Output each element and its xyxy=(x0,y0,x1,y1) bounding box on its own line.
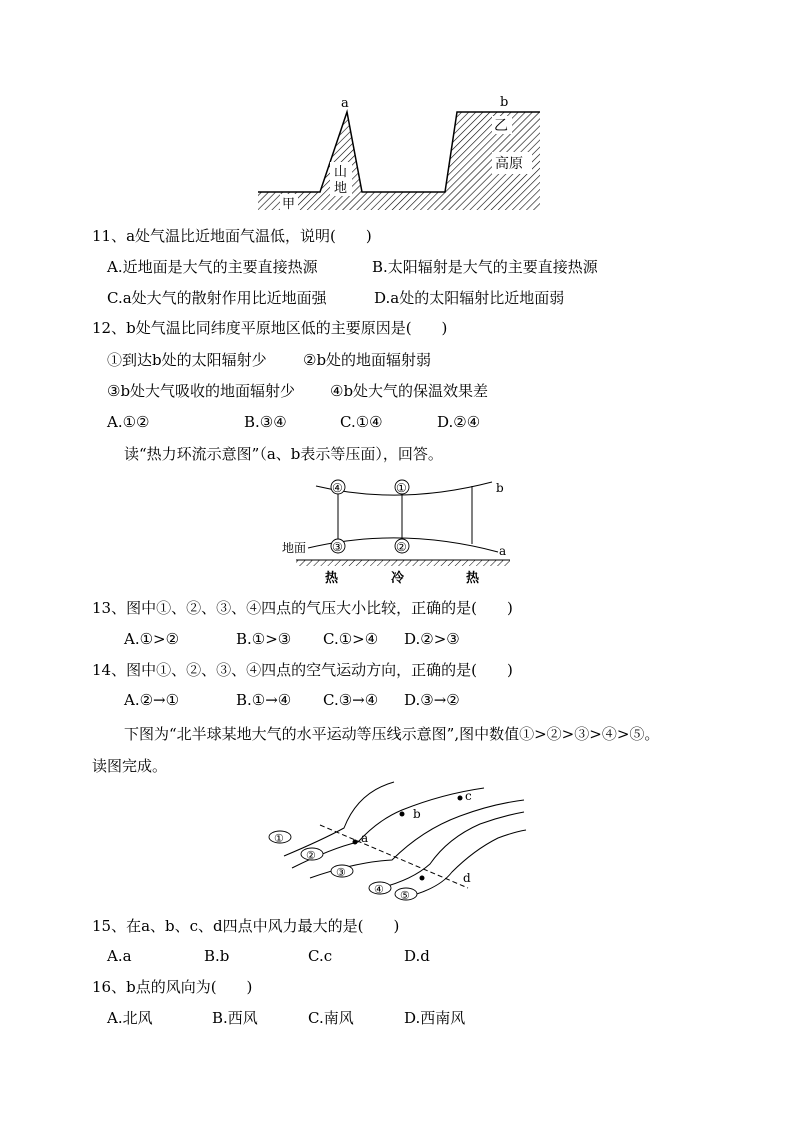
q15-option-d[interactable]: D.d xyxy=(404,947,430,965)
q12-option-d[interactable]: D.②④ xyxy=(437,413,481,431)
thermal-circulation-figure xyxy=(280,472,520,584)
intro-thermal-circulation: 读“热力环流示意图”（a、b表示等压面），回答。 xyxy=(124,445,443,463)
q12-stem: 12、b处气温比同纬度平原地区低的主要原因是( ) xyxy=(92,319,448,337)
fig2-cold: 冷 xyxy=(391,571,405,584)
q16-option-d[interactable]: D.西南风 xyxy=(404,1009,466,1027)
q12-option-c[interactable]: C.①④ xyxy=(340,413,383,431)
q14-option-b[interactable]: B.①→④ xyxy=(236,691,292,709)
q14-stem: 14、图中①、②、③、④四点的空气运动方向，正确的是( ) xyxy=(92,661,513,679)
fig3-isobar-5: ⑤ xyxy=(400,889,410,902)
q11-option-d[interactable]: D.a处的太阳辐射比近地面弱 xyxy=(374,289,565,307)
q15-stem: 15、在a、b、c、d四点中风力最大的是( ) xyxy=(92,917,400,935)
q12-statement-4: ④b处大气的保温效果差 xyxy=(330,382,489,400)
q12-option-b[interactable]: B.③④ xyxy=(244,413,287,431)
isobar-figure xyxy=(262,780,532,908)
fig2-point-2: ② xyxy=(396,540,407,554)
q13-option-a[interactable]: A.①>② xyxy=(124,630,180,648)
mountain-plateau-figure xyxy=(250,90,550,215)
q14-option-c[interactable]: C.③→④ xyxy=(323,691,379,709)
fig2-point-1: ① xyxy=(396,481,407,495)
fig2-label-b: b xyxy=(496,481,504,495)
fig3-isobar-4: ④ xyxy=(374,883,384,896)
fig3-isobar-1: ① xyxy=(274,832,284,845)
fig2-ground-label: 地面 xyxy=(282,541,307,555)
q15-option-b[interactable]: B.b xyxy=(204,947,230,965)
fig3-point-c: c xyxy=(465,789,472,803)
fig1-label-mountain: 山地 xyxy=(334,165,348,196)
q14-option-d[interactable]: D.③→② xyxy=(404,691,460,709)
q16-option-a[interactable]: A.北风 xyxy=(107,1009,153,1027)
q12-statement-1: ①到达b处的太阳辐射少 xyxy=(107,351,267,369)
fig1-label-a: a xyxy=(341,96,349,111)
fig1-label-plateau: 高原 xyxy=(495,156,523,172)
fig2-label-a: a xyxy=(499,544,507,558)
q16-option-b[interactable]: B.西风 xyxy=(212,1009,258,1027)
q16-option-c[interactable]: C.南风 xyxy=(308,1009,354,1027)
fig3-point-d: d xyxy=(463,871,471,885)
fig2-hot-right: 热 xyxy=(466,571,480,584)
fig2-point-3: ③ xyxy=(332,540,343,554)
q16-stem: 16、b点的风向为( ) xyxy=(92,978,253,996)
fig3-isobar-3: ③ xyxy=(336,866,346,879)
q13-stem: 13、图中①、②、③、④四点的气压大小比较，正确的是( ) xyxy=(92,599,513,617)
q13-option-d[interactable]: D.②>③ xyxy=(404,630,460,648)
fig1-label-b: b xyxy=(500,95,509,110)
intro-isobar-line2: 读图完成。 xyxy=(92,757,168,775)
fig1-label-jia: 甲 xyxy=(282,197,296,212)
q15-option-a[interactable]: A.a xyxy=(107,947,132,965)
q11-stem: 11、a处气温比近地面气温低，说明( ) xyxy=(92,227,372,245)
fig3-point-b: b xyxy=(413,807,421,821)
q15-option-c[interactable]: C.c xyxy=(308,947,333,965)
q12-option-a[interactable]: A.①② xyxy=(107,413,150,431)
fig3-point-a: a xyxy=(361,831,369,845)
q11-option-a[interactable]: A.近地面是大气的主要直接热源 xyxy=(107,258,318,276)
q14-option-a[interactable]: A.②→① xyxy=(124,691,180,709)
fig1-label-yi: 乙 xyxy=(494,118,508,134)
q11-option-b[interactable]: B.太阳辐射是大气的主要直接热源 xyxy=(372,258,598,276)
intro-isobar-line1: 下图为“北半球某地大气的水平运动等压线示意图”,图中数值①>②>③>④>⑤。 xyxy=(124,725,660,743)
q13-option-b[interactable]: B.①>③ xyxy=(236,630,292,648)
fig3-isobar-2: ② xyxy=(306,849,316,862)
q13-option-c[interactable]: C.①>④ xyxy=(323,630,379,648)
fig2-point-4: ④ xyxy=(332,481,343,495)
q12-statement-3: ③b处大气吸收的地面辐射少 xyxy=(107,382,296,400)
fig2-hot-left: 热 xyxy=(325,571,339,584)
q12-statement-2: ②b处的地面辐射弱 xyxy=(303,351,432,369)
q11-option-c[interactable]: C.a处大气的散射作用比近地面强 xyxy=(107,289,327,307)
